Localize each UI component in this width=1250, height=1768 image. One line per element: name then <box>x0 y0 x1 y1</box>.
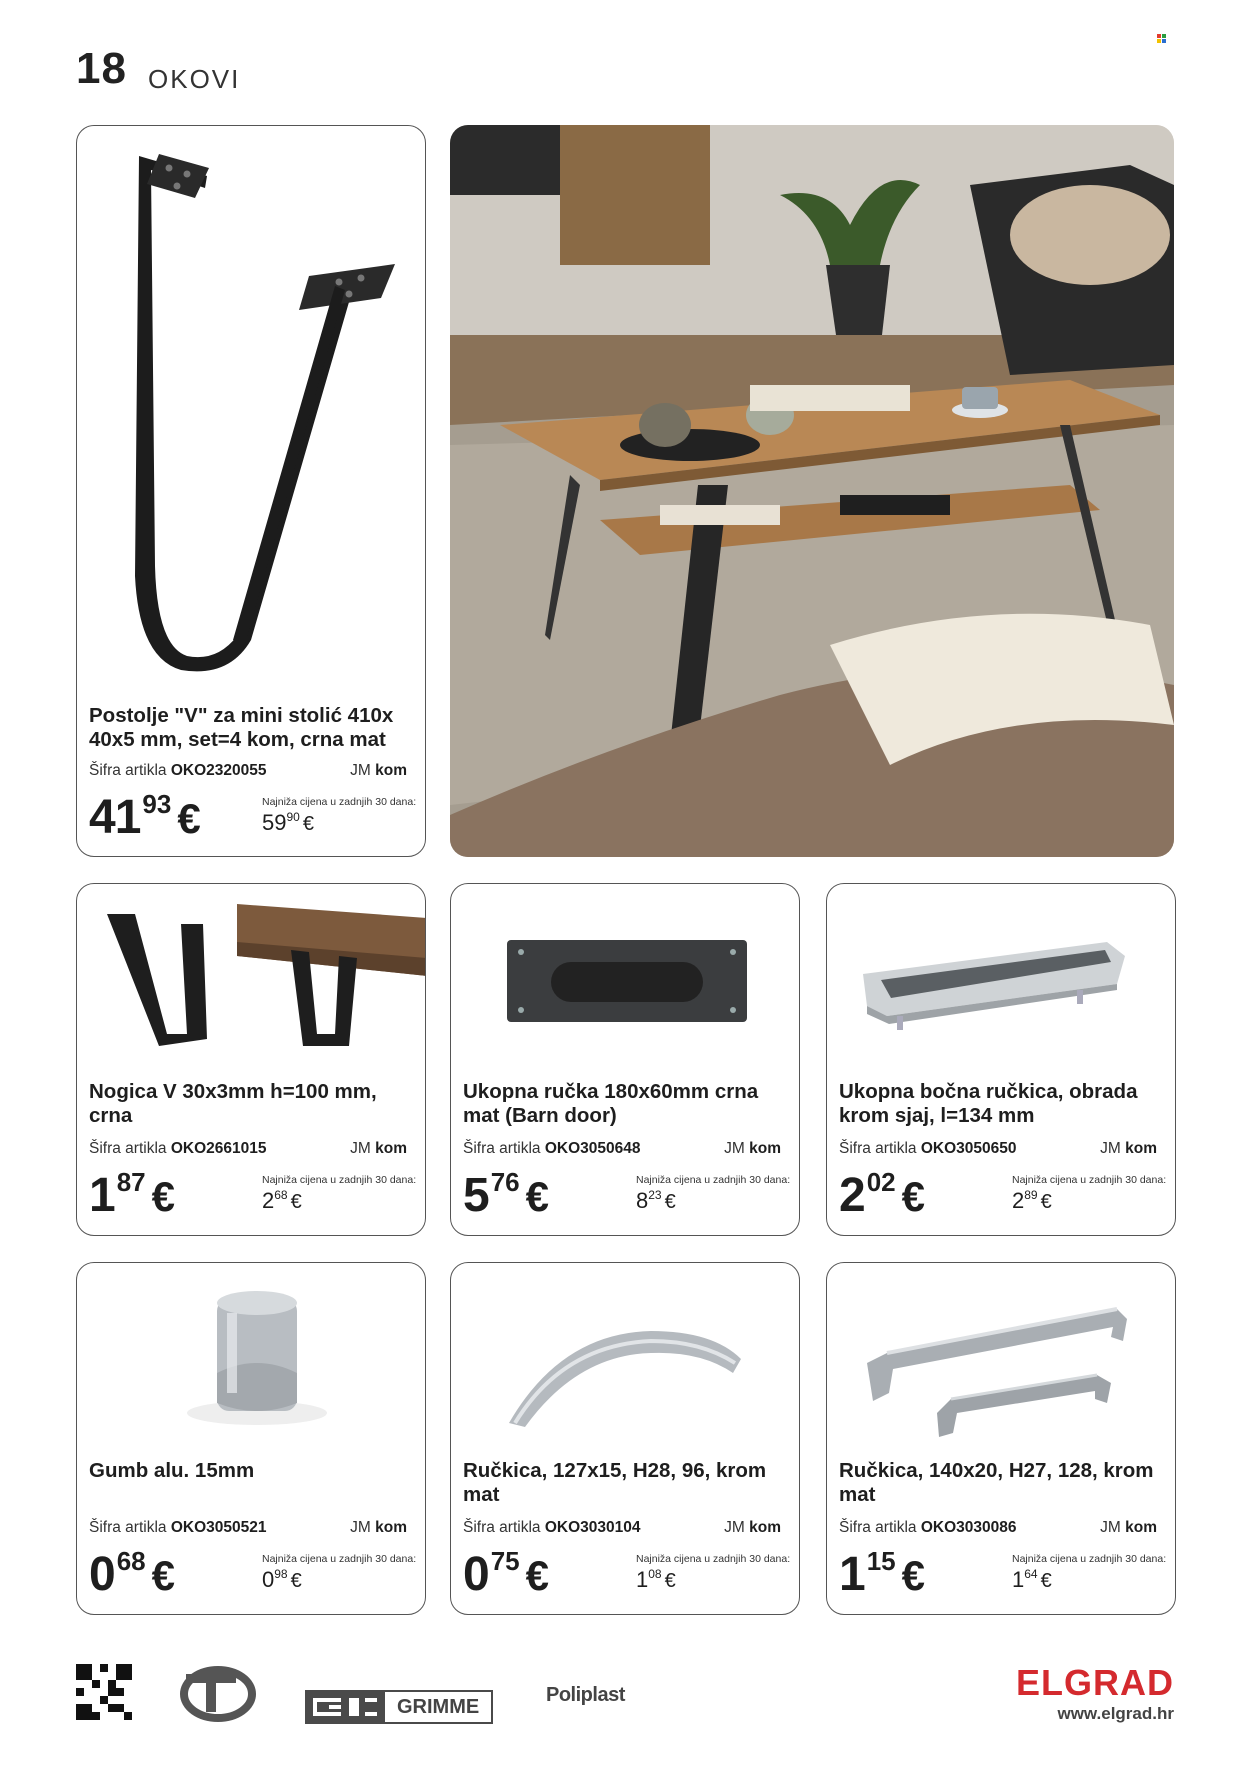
product-sku: Šifra artikla OKO3030104 <box>463 1519 641 1536</box>
lowest-price: Najniža cijena u zadnjih 30 dana: $1^{64}$ € <box>1012 1553 1167 1592</box>
grimme-logo <box>305 1690 493 1724</box>
product-card-nogica[interactable] <box>76 883 426 1236</box>
product-card-bocna-ruckica[interactable] <box>826 883 1176 1236</box>
page-number: 18 <box>76 44 127 93</box>
grimme-text: GRIMME <box>385 1690 493 1724</box>
bocna-ruckica-image <box>827 884 1176 1064</box>
color-mark-icon <box>1157 34 1166 43</box>
lowest-price: Najniža cijena u zadnjih 30 dana: $59^{90}$ € <box>262 796 417 835</box>
product-card-ruckica-140[interactable] <box>826 1262 1176 1615</box>
product-title: Postolje "V" za mini stolić 410x 40x5 mm, set=4 kom, crna mat <box>89 704 394 751</box>
product-sku: Šifra artikla OKO3050648 <box>463 1140 641 1157</box>
lowest-price: Najniža cijena u zadnjih 30 dana: $8^{23}$ € <box>636 1174 791 1213</box>
product-price: 202 € <box>839 1167 925 1222</box>
product-sku: Šifra artikla OKO3030086 <box>839 1519 1017 1536</box>
product-title: Ručkica, 140x20, H27, 128, krom mat <box>839 1459 1154 1506</box>
lowest-price: Najniža cijena u zadnjih 30 dana: $2^{89}$ € <box>1012 1174 1167 1213</box>
product-card-ruckica-127[interactable] <box>450 1262 800 1615</box>
product-unit: JM kom <box>350 1140 407 1157</box>
partner-logo-icon <box>180 1666 256 1722</box>
product-sku: Šifra artikla OKO3050650 <box>839 1140 1017 1157</box>
product-unit: JM kom <box>724 1519 781 1536</box>
product-sku: Šifra artikla OKO3050521 <box>89 1519 267 1536</box>
product-price: 187 € <box>89 1167 175 1222</box>
elgrad-logo: ELGRAD <box>1016 1662 1174 1703</box>
product-price: 115 € <box>839 1546 925 1601</box>
product-title: Nogica V 30x3mm h=100 mm, crna <box>89 1080 377 1127</box>
lowest-price: Najniža cijena u zadnjih 30 dana: $0^{98}$ € <box>262 1553 417 1592</box>
living-room-photo <box>450 125 1174 857</box>
v-stand-image <box>77 126 426 686</box>
product-unit: JM kom <box>724 1140 781 1157</box>
product-price: 075 € <box>463 1546 549 1601</box>
lowest-price: Najniža cijena u zadnjih 30 dana: $2^{68}$ € <box>262 1174 417 1213</box>
elgrad-url[interactable]: www.elgrad.hr <box>1057 1704 1174 1723</box>
product-card-ukopna-rucka[interactable] <box>450 883 800 1236</box>
gumb-image <box>77 1263 426 1443</box>
product-title: Ukopna bočna ručkica, obrada krom sjaj, l=134 mm <box>839 1080 1138 1127</box>
product-sku: Šifra artikla OKO2320055 <box>89 762 267 779</box>
product-sku: Šifra artikla OKO2661015 <box>89 1140 267 1157</box>
poliplast-logo: Poliplast <box>546 1684 625 1706</box>
section-title: OKOVI <box>148 64 241 94</box>
product-unit: JM kom <box>1100 1140 1157 1157</box>
product-price: 4193 € <box>89 789 201 844</box>
product-title: Ukopna ručka 180x60mm crna mat (Barn door) <box>463 1080 759 1127</box>
product-title: Gumb alu. 15mm <box>89 1459 255 1482</box>
product-card-gumb[interactable] <box>76 1262 426 1615</box>
product-title: Ručkica, 127x15, H28, 96, krom mat <box>463 1459 767 1506</box>
ukopna-rucka-image <box>451 884 800 1064</box>
product-unit: JM kom <box>1100 1519 1157 1536</box>
grimme-mark-icon <box>305 1690 385 1724</box>
ruckica-127-image <box>451 1263 800 1443</box>
product-unit: JM kom <box>350 1519 407 1536</box>
product-unit: JM kom <box>350 762 407 779</box>
elgrad-brand <box>1016 1662 1174 1724</box>
nogica-image <box>77 884 426 1064</box>
qr-code-icon[interactable] <box>76 1664 132 1720</box>
product-price: 068 € <box>89 1546 175 1601</box>
product-card-v-stand[interactable] <box>76 125 426 857</box>
ruckica-140-image <box>827 1263 1176 1443</box>
lowest-price: Najniža cijena u zadnjih 30 dana: $1^{08}$ € <box>636 1553 791 1592</box>
product-price: 576 € <box>463 1167 549 1222</box>
